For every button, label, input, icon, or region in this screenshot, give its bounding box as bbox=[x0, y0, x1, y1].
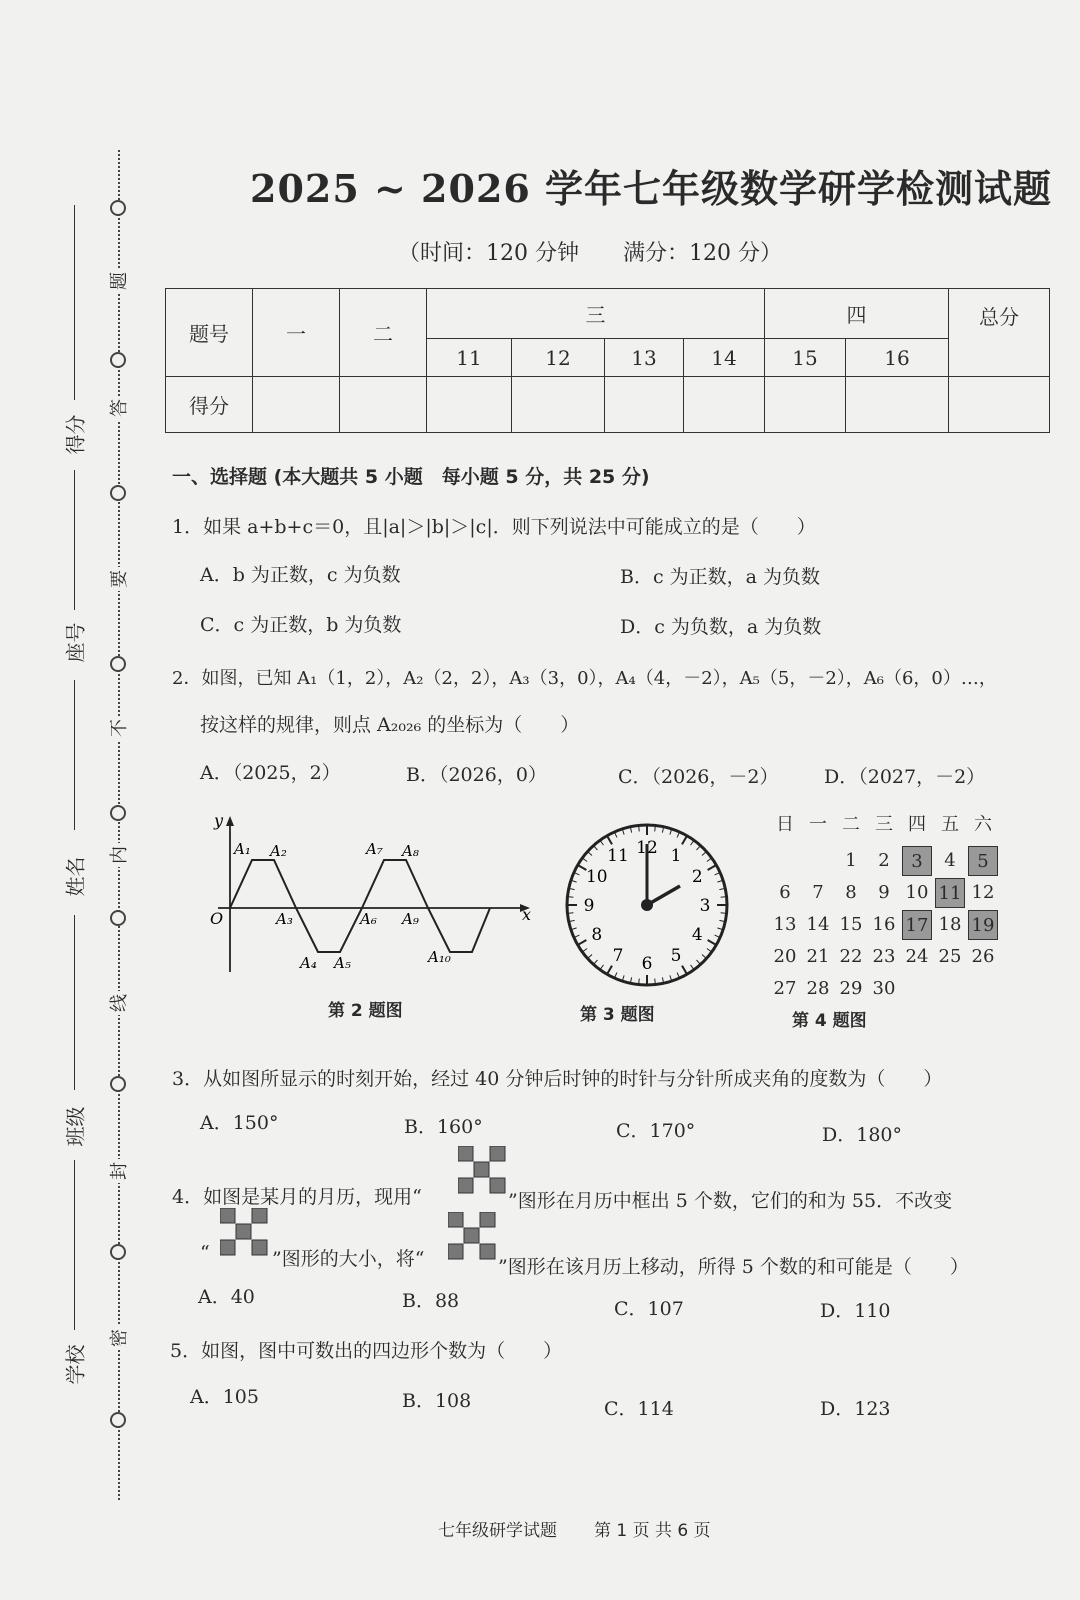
school-field-label: 学校 bbox=[63, 1344, 88, 1385]
score-cell[interactable] bbox=[684, 377, 765, 433]
q3-option-a[interactable]: A．150° bbox=[200, 1112, 279, 1134]
header-q11: 11 bbox=[427, 339, 512, 377]
clock-tick bbox=[600, 965, 604, 970]
clock-tick bbox=[708, 940, 717, 945]
q1-option-d[interactable]: D．c 为负数，a 为负数 bbox=[620, 616, 822, 638]
calendar-day: 30 bbox=[872, 978, 896, 999]
clock-tick bbox=[600, 840, 604, 845]
q3-option-c[interactable]: C．170° bbox=[616, 1120, 696, 1142]
calendar-day: 5 bbox=[968, 846, 998, 876]
binding-circle bbox=[110, 910, 126, 926]
q5-option-c[interactable]: C．114 bbox=[604, 1398, 674, 1420]
seat-field-line[interactable] bbox=[74, 470, 75, 610]
q1-option-b[interactable]: B．c 为正数，a 为负数 bbox=[620, 566, 821, 588]
q4-option-a[interactable]: A．40 bbox=[198, 1286, 255, 1308]
score-field-line[interactable] bbox=[74, 205, 75, 400]
calendar-day: 26 bbox=[971, 946, 995, 967]
figure-3-clock bbox=[562, 820, 732, 990]
clock-number: 5 bbox=[670, 946, 682, 967]
exam-time-info: （时间：120 分钟 满分：120 分） bbox=[398, 241, 782, 266]
page-title: 2025 ~ 2026 学年七年级数学研学检测试题 bbox=[250, 166, 1053, 211]
score-cell[interactable] bbox=[605, 377, 684, 433]
calendar-day: 9 bbox=[878, 882, 890, 903]
score-cell[interactable] bbox=[340, 377, 427, 433]
question-3-stem: 3．从如图所显示的时刻开始，经过 40 分钟后时钟的时针与分针所成夹角的度数为（ ） bbox=[172, 1068, 943, 1090]
calendar-weekday: 日 bbox=[776, 814, 794, 835]
clock-tick bbox=[697, 846, 701, 850]
calendar-day: 29 bbox=[839, 978, 863, 999]
score-cell[interactable] bbox=[512, 377, 605, 433]
binding-char: 密 bbox=[105, 1326, 131, 1350]
cross-shape-icon bbox=[220, 1208, 268, 1260]
binding-circle bbox=[110, 352, 126, 368]
figure-3-caption: 第 3 题图 bbox=[580, 1005, 655, 1025]
binding-circle bbox=[110, 200, 126, 216]
calendar-day: 28 bbox=[806, 978, 830, 999]
clock-tick bbox=[682, 966, 687, 975]
calendar-day: 15 bbox=[839, 914, 863, 935]
binding-char: 不 bbox=[105, 716, 131, 740]
q1-option-a[interactable]: A．b 为正数，c 为负数 bbox=[200, 564, 401, 586]
calendar-day: 7 bbox=[812, 882, 824, 903]
section-heading: 一、选择题 (本大题共 5 小题 每小题 5 分，共 25 分) bbox=[172, 466, 650, 488]
binding-circle bbox=[110, 1076, 126, 1092]
point-label: A₄ bbox=[300, 954, 317, 972]
calendar-day: 24 bbox=[905, 946, 929, 967]
question-4-stem-part5: ”图形在该月历上移动，所得 5 个数的和可能是（ ） bbox=[498, 1256, 969, 1278]
point-label: A₁ bbox=[234, 840, 251, 858]
calendar-day: 3 bbox=[902, 846, 932, 876]
clock-tick bbox=[567, 913, 573, 914]
q4-option-d[interactable]: D．110 bbox=[820, 1300, 891, 1322]
point-label: A₁₀ bbox=[428, 948, 451, 966]
header-q13: 13 bbox=[605, 339, 684, 377]
question-2-stem: 2．如图，已知 A₁（1，2），A₂（2，2），A₃（3，0），A₄（4，－2），A₅（5，－2），A₆（6，0）…， bbox=[172, 668, 997, 689]
header-section-1: 一 bbox=[253, 289, 340, 377]
clock-number: 12 bbox=[636, 838, 658, 858]
calendar-day: 20 bbox=[773, 946, 797, 967]
point-label: A₃ bbox=[276, 910, 293, 928]
clock-number: 4 bbox=[691, 925, 703, 945]
q1-option-c[interactable]: C．c 为正数，b 为负数 bbox=[200, 614, 402, 636]
clock-number: 9 bbox=[583, 896, 595, 916]
footer-exam-name: 七年级研学试题 bbox=[438, 1521, 557, 1541]
q3-option-b[interactable]: B．160° bbox=[404, 1116, 483, 1138]
q2-option-b[interactable]: B．（2026，0） bbox=[406, 764, 547, 786]
clock-number: 2 bbox=[691, 867, 703, 887]
binding-char: 封 bbox=[105, 1159, 131, 1183]
clock-tick bbox=[708, 865, 717, 870]
clock-tick bbox=[721, 897, 727, 898]
calendar-day: 25 bbox=[938, 946, 962, 967]
calendar-weekday: 二 bbox=[842, 814, 860, 835]
class-field-line[interactable] bbox=[74, 915, 75, 1090]
header-question-number: 题号 bbox=[166, 289, 253, 377]
q5-option-d[interactable]: D．123 bbox=[820, 1398, 891, 1420]
clock-tick bbox=[639, 979, 640, 985]
score-cell[interactable] bbox=[427, 377, 512, 433]
calendar-day: 2 bbox=[878, 850, 890, 871]
score-cell[interactable] bbox=[253, 377, 340, 433]
clock-number: 3 bbox=[699, 896, 711, 916]
calendar-day: 11 bbox=[935, 878, 965, 908]
q5-option-a[interactable]: A．105 bbox=[190, 1386, 259, 1408]
cross-shape-icon bbox=[448, 1212, 496, 1264]
header-section-2: 二 bbox=[340, 289, 427, 377]
clock-tick bbox=[607, 836, 612, 845]
clock-tick bbox=[588, 851, 592, 855]
q2-option-a[interactable]: A．（2025，2） bbox=[200, 762, 341, 784]
score-cell[interactable] bbox=[846, 377, 949, 433]
name-field-line[interactable] bbox=[74, 680, 75, 830]
seat-field-label: 座号 bbox=[63, 622, 88, 663]
question-4-stem-part1: 4．如图是某月的月历，现用“ bbox=[172, 1186, 422, 1208]
calendar-day: 17 bbox=[902, 910, 932, 940]
calendar-day: 12 bbox=[971, 882, 995, 903]
q2-option-d[interactable]: D．（2027，－2） bbox=[824, 766, 986, 788]
clock-tick bbox=[582, 948, 587, 952]
class-field-label: 班级 bbox=[63, 1106, 88, 1147]
footer-page-number: 第 1 页 共 6 页 bbox=[594, 1521, 711, 1541]
q3-option-d[interactable]: D．180° bbox=[822, 1124, 902, 1146]
q2-option-c[interactable]: C．（2026，－2） bbox=[618, 766, 779, 788]
clock-tick bbox=[697, 960, 701, 964]
clock-tick bbox=[655, 979, 656, 985]
calendar-weekday: 三 bbox=[875, 814, 893, 835]
x-axis-label: x bbox=[522, 905, 532, 924]
calendar-weekday: 六 bbox=[974, 814, 992, 835]
school-field-line[interactable] bbox=[74, 1160, 75, 1330]
point-label: A₉ bbox=[402, 910, 419, 928]
clock-tick bbox=[721, 913, 727, 914]
wave-path bbox=[230, 860, 490, 952]
binding-char: 内 bbox=[105, 843, 131, 867]
question-2-stem-line2: 按这样的规律，则点 A₂₀₂₆ 的坐标为（ ） bbox=[200, 714, 580, 736]
question-4-stem-part2: ”图形在月历中框出 5 个数，它们的和为 55．不改变 bbox=[508, 1190, 953, 1212]
figure-2-caption: 第 2 题图 bbox=[328, 1001, 403, 1021]
header-section-4: 四 bbox=[765, 289, 949, 339]
question-1-stem: 1．如果 a+b+c＝0，且|a|＞|b|＞|c|．则下列说法中可能成立的是（ ） bbox=[172, 516, 816, 538]
calendar-weekday: 一 bbox=[809, 814, 827, 835]
calendar-day: 4 bbox=[944, 850, 956, 871]
binding-circle bbox=[110, 805, 126, 821]
header-q16: 16 bbox=[846, 339, 949, 377]
clock-number: 10 bbox=[585, 867, 608, 887]
question-4-stem-part3: “ bbox=[200, 1242, 210, 1264]
calendar-day: 10 bbox=[905, 882, 929, 903]
name-field-label: 姓名 bbox=[63, 856, 88, 897]
clock-tick bbox=[588, 955, 592, 959]
calendar-day: 19 bbox=[968, 910, 998, 940]
clock-tick bbox=[578, 940, 587, 945]
clock-tick bbox=[702, 851, 706, 855]
q5-option-b[interactable]: B．108 bbox=[402, 1390, 472, 1412]
q4-option-c[interactable]: C．107 bbox=[614, 1298, 684, 1320]
header-section-3: 三 bbox=[427, 289, 765, 339]
calendar-day: 21 bbox=[806, 946, 830, 967]
calendar-day: 1 bbox=[845, 850, 857, 871]
calendar-day: 18 bbox=[938, 914, 962, 935]
calendar-day: 6 bbox=[779, 882, 791, 903]
y-axis-arrow bbox=[226, 816, 234, 826]
binding-char: 答 bbox=[105, 396, 131, 420]
binding-char: 题 bbox=[105, 269, 131, 293]
clock-tick bbox=[607, 966, 612, 975]
calendar-day: 27 bbox=[773, 978, 797, 999]
header-q12: 12 bbox=[512, 339, 605, 377]
calendar-day: 22 bbox=[839, 946, 863, 967]
clock-number: 8 bbox=[591, 925, 603, 945]
point-label: A₈ bbox=[402, 842, 419, 860]
binding-circle bbox=[110, 485, 126, 501]
q4-option-b[interactable]: B．88 bbox=[402, 1290, 460, 1312]
row-score-label: 得分 bbox=[166, 377, 253, 433]
question-4-stem-part4: ”图形的大小，将“ bbox=[272, 1248, 425, 1270]
binding-circle bbox=[110, 1244, 126, 1260]
binding-circle bbox=[110, 656, 126, 672]
calendar-weekday: 四 bbox=[908, 814, 926, 835]
clock-tick bbox=[690, 965, 694, 970]
figure-2-graph bbox=[200, 812, 540, 987]
binding-char: 线 bbox=[105, 991, 131, 1015]
point-label: A₅ bbox=[334, 954, 351, 972]
question-5-stem: 5．如图，图中可数出的四边形个数为（ ） bbox=[170, 1340, 563, 1362]
clock-tick bbox=[655, 825, 656, 831]
binding-char: 要 bbox=[105, 567, 131, 591]
y-axis-label: y bbox=[214, 812, 224, 830]
header-total: 总分 bbox=[949, 289, 1050, 377]
clock-tick bbox=[707, 948, 712, 952]
score-table bbox=[165, 288, 1050, 433]
clock-number: 6 bbox=[641, 954, 653, 974]
calendar-day: 23 bbox=[872, 946, 896, 967]
clock-number: 11 bbox=[607, 845, 629, 866]
header-q14: 14 bbox=[684, 339, 765, 377]
cross-shape-icon bbox=[458, 1146, 506, 1198]
clock-number: 1 bbox=[670, 845, 682, 866]
clock-tick bbox=[593, 846, 597, 850]
clock-center bbox=[641, 899, 653, 911]
calendar-weekday: 五 bbox=[941, 814, 959, 835]
clock-tick bbox=[582, 858, 587, 862]
point-label: A₂ bbox=[270, 842, 287, 860]
score-field-label: 得分 bbox=[63, 414, 88, 455]
calendar-day: 13 bbox=[773, 914, 797, 935]
clock-tick bbox=[639, 825, 640, 831]
point-label: A₆ bbox=[360, 910, 377, 928]
calendar-day: 16 bbox=[872, 914, 896, 935]
figure-4-caption: 第 4 题图 bbox=[792, 1011, 867, 1031]
point-label: A₇ bbox=[366, 840, 383, 858]
score-cell[interactable] bbox=[765, 377, 846, 433]
calendar-day: 14 bbox=[806, 914, 830, 935]
clock-tick bbox=[682, 836, 687, 845]
clock-tick bbox=[593, 960, 597, 964]
clock-tick bbox=[702, 955, 706, 959]
score-cell-total[interactable] bbox=[949, 377, 1050, 433]
header-q15: 15 bbox=[765, 339, 846, 377]
clock-tick bbox=[707, 858, 712, 862]
origin-label: O bbox=[210, 909, 224, 928]
calendar-day: 8 bbox=[845, 882, 857, 903]
clock-number: 7 bbox=[612, 946, 624, 967]
clock-tick bbox=[690, 840, 694, 845]
clock-tick bbox=[567, 897, 573, 898]
binding-circle bbox=[110, 1412, 126, 1428]
